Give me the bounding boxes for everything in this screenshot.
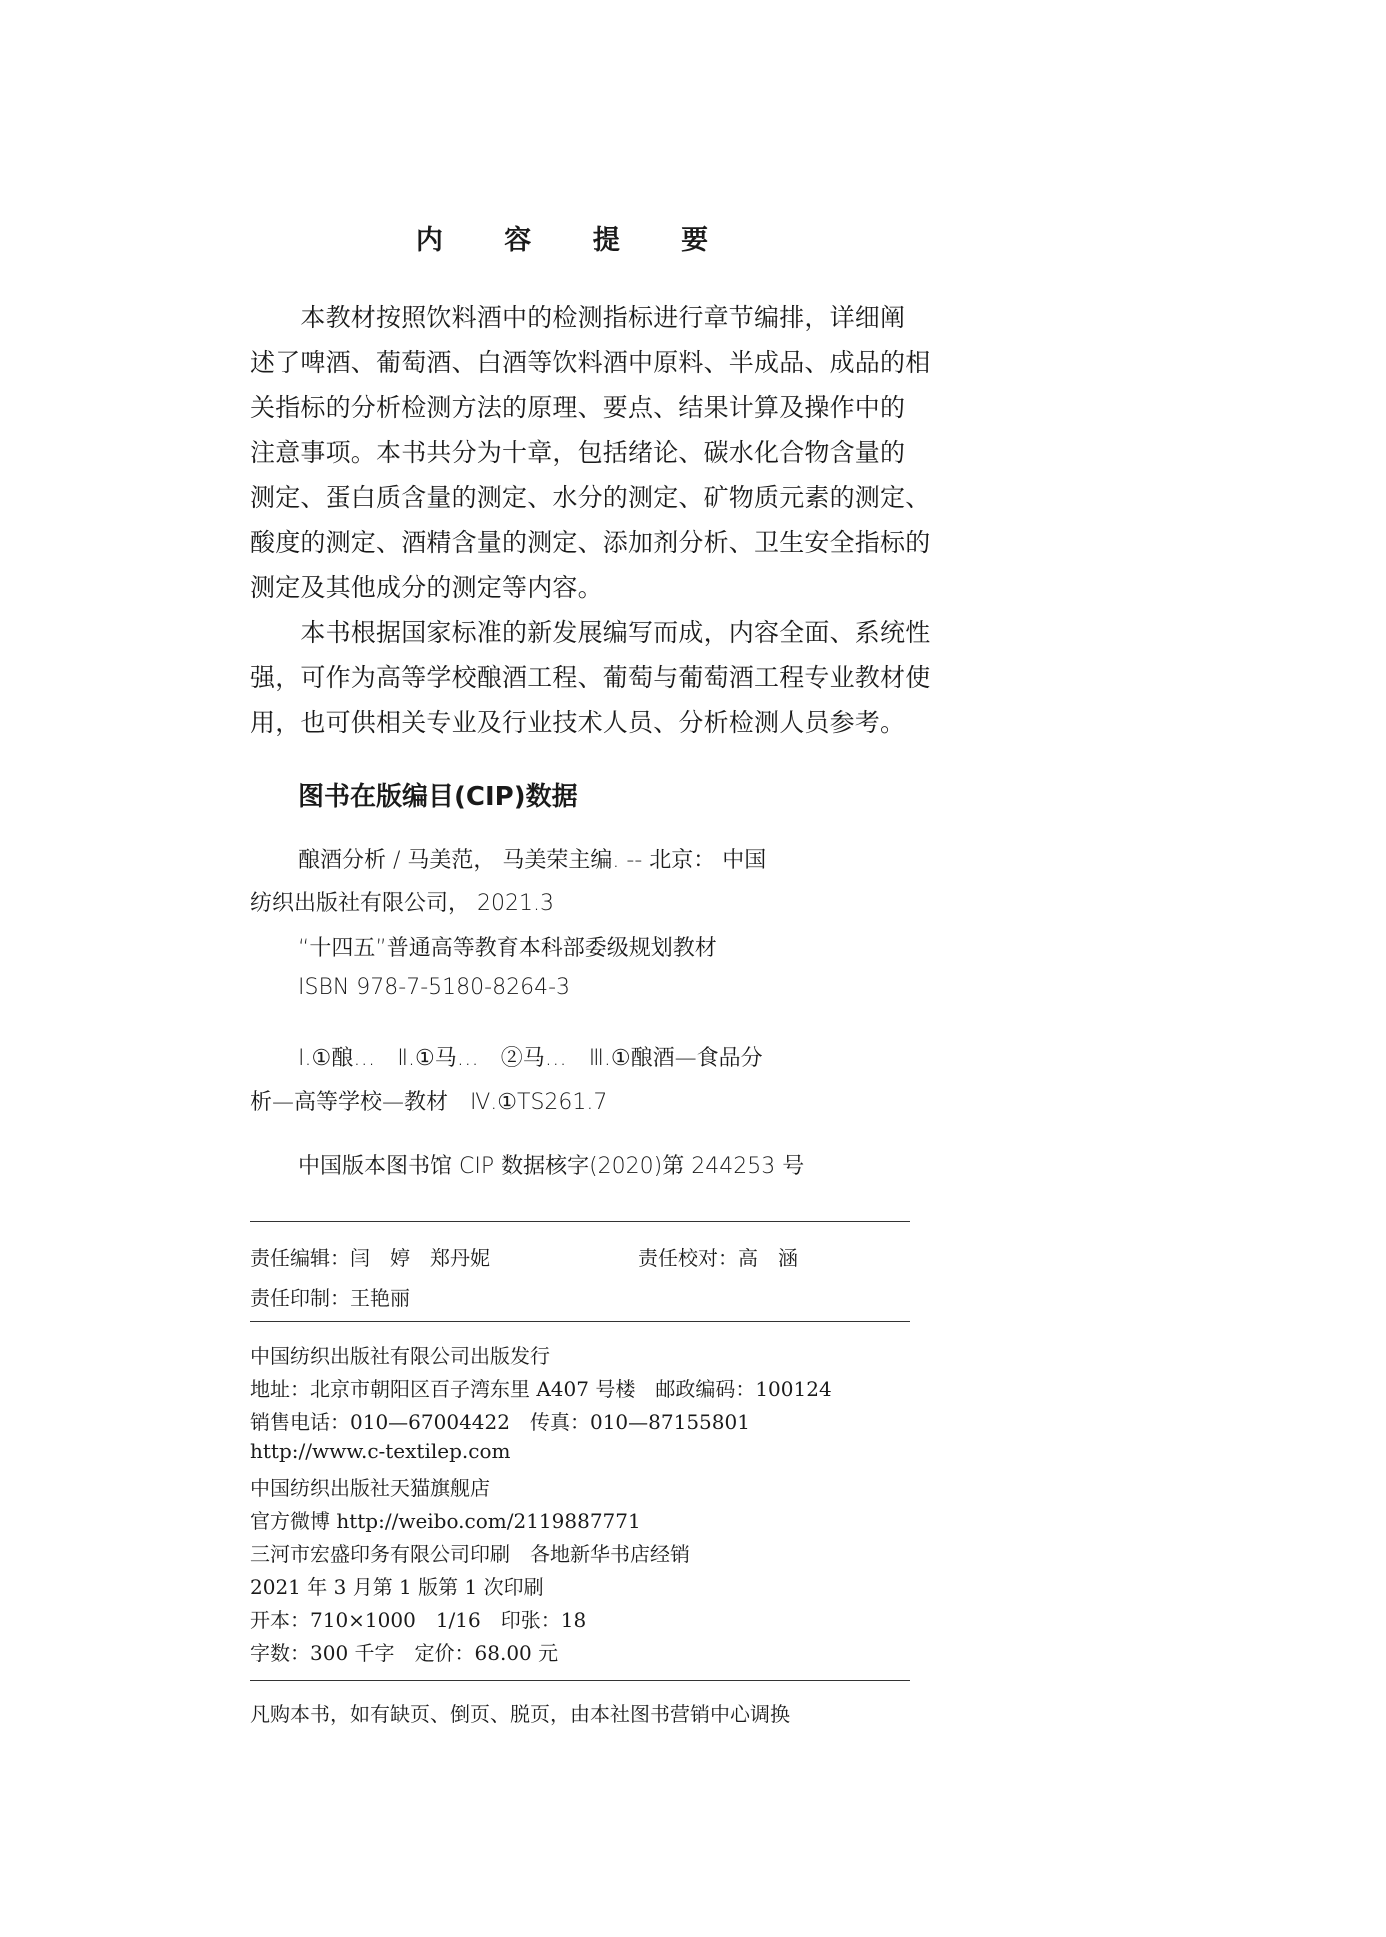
footer-notice: 凡购本书，如有缺页、倒页、脱页，由本社图书营销中心调换 [250, 1702, 790, 1726]
cip-title: 图书在版编目(CIP)数据 [298, 782, 578, 812]
cip-line: 析—高等学校—教材 Ⅳ.①TS261.7 [250, 1090, 608, 1115]
publisher-phone: 销售电话：010—67004422 传真：010—87155801 [250, 1410, 750, 1434]
publisher-line: 中国纺织出版社天猫旗舰店 [250, 1476, 490, 1500]
publisher-address: 地址：北京市朝阳区百子湾东里 A407 号楼 邮政编码：100124 [250, 1377, 832, 1401]
publisher-line: 三河市宏盛印务有限公司印刷 各地新华书店经销 [250, 1542, 690, 1566]
credit-editor: 责任编辑：闫 婷 郑丹妮 [250, 1246, 490, 1270]
divider [250, 1680, 910, 1681]
cip-line: Ⅰ.①酿… Ⅱ.①马… ②马… Ⅲ.①酿酒—食品分 [298, 1046, 763, 1071]
summary-heading: 内 容 提 要 [415, 225, 735, 256]
divider [250, 1221, 910, 1222]
cip-line: “十四五”普通高等教育本科部委级规划教材 [298, 936, 717, 961]
summary-para1-line: 关指标的分析检测方法的原理、要点、结果计算及操作中的 [250, 393, 906, 422]
summary-para1-line: 注意事项。本书共分为十章，包括绪论、碳水化合物含量的 [250, 438, 906, 467]
summary-para1-line: 本教材按照饮料酒中的检测指标进行章节编排，详细阐 [250, 303, 906, 332]
publisher-website: http://www.c-textilep.com [250, 1439, 511, 1463]
summary-para1-line: 酸度的测定、酒精含量的测定、添加剂分析、卫生安全指标的 [250, 528, 931, 557]
cip-isbn: ISBN 978-7-5180-8264-3 [298, 975, 571, 1000]
summary-para1-line: 测定及其他成分的测定等内容。 [250, 573, 603, 602]
publisher-format: 开本：710×1000 1/16 印张：18 [250, 1608, 587, 1632]
publisher-weibo: 官方微博 http://weibo.com/2119887771 [250, 1509, 641, 1533]
cip-line: 酿酒分析 / 马美范， 马美荣主编. -- 北京： 中国 [298, 848, 767, 873]
summary-para1-line: 测定、蛋白质含量的测定、水分的测定、矿物质元素的测定、 [250, 483, 931, 512]
publisher-edition: 2021 年 3 月第 1 版第 1 次印刷 [250, 1575, 544, 1599]
summary-para2-line: 本书根据国家标准的新发展编写而成，内容全面、系统性 [250, 618, 931, 647]
cip-line: 纺织出版社有限公司， 2021.3 [250, 891, 554, 916]
summary-para2-line: 强，可作为高等学校酿酒工程、葡萄与葡萄酒工程专业教材使 [250, 663, 931, 692]
credit-printing: 责任印制：王艳丽 [250, 1286, 410, 1310]
cip-number: 中国版本图书馆 CIP 数据核字(2020)第 244253 号 [298, 1154, 805, 1179]
publisher-price: 字数：300 千字 定价：68.00 元 [250, 1641, 559, 1665]
summary-para2-line: 用，也可供相关专业及行业技术人员、分析检测人员参考。 [250, 708, 906, 737]
divider [250, 1321, 910, 1322]
credit-proofreader: 责任校对：高 涵 [638, 1246, 798, 1270]
publisher-line: 中国纺织出版社有限公司出版发行 [250, 1344, 550, 1368]
summary-para1-line: 述了啤酒、葡萄酒、白酒等饮料酒中原料、半成品、成品的相 [250, 348, 931, 377]
